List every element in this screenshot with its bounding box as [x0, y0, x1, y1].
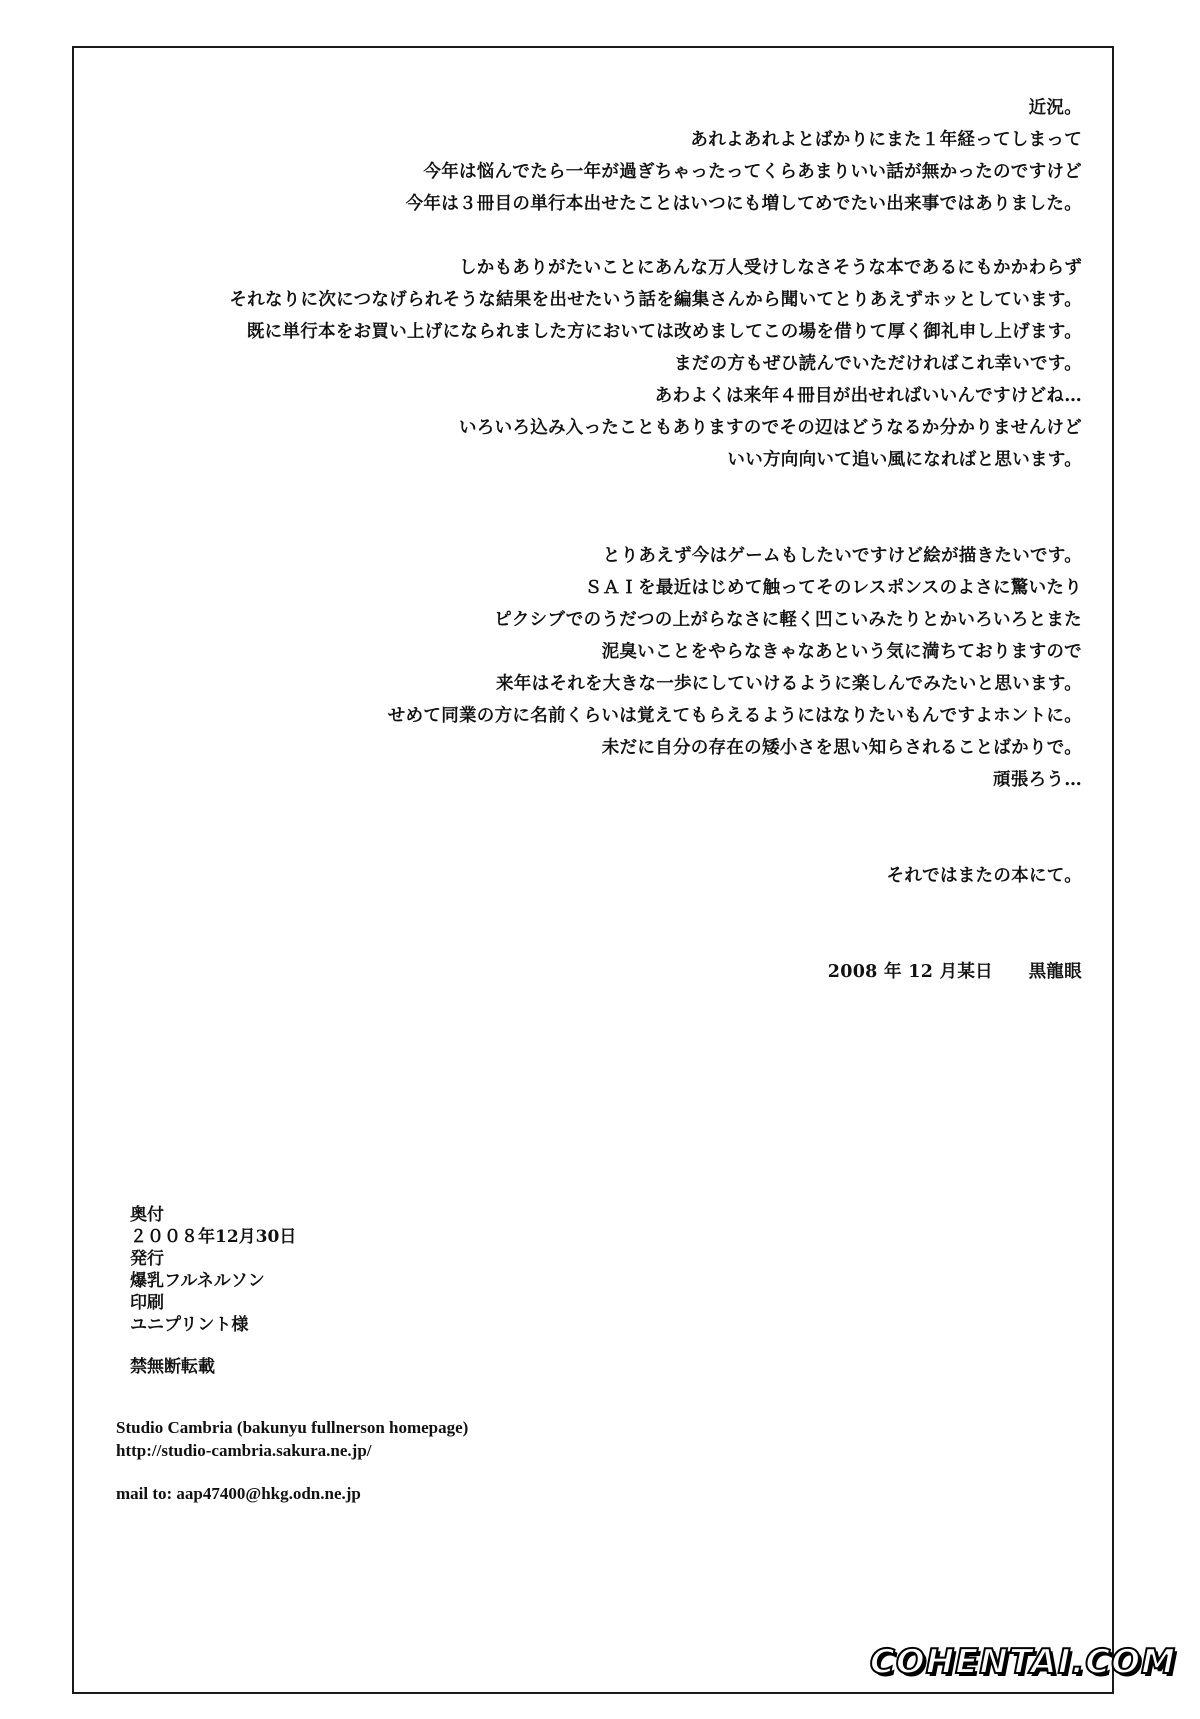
afterword-line: あわよくは来年４冊目が出せればいいんですけどね…	[654, 386, 1082, 406]
colophon-line: 発行	[130, 1249, 164, 1269]
afterword-closing: それではまたの本にて。	[886, 866, 1082, 886]
paragraph-gap	[182, 220, 1082, 252]
afterword-line: 泥臭いことをやらなきゃなあという気に満ちておりますので	[601, 642, 1082, 662]
afterword-line: 今年は３冊目の単行本出せたことはいつにも増してめでたい出来事ではありました。	[405, 194, 1082, 214]
afterword-line: いい方向向いて追い風になればと思います。	[727, 450, 1082, 470]
afterword-line: 今年は悩んでたら一年が過ぎちゃったってくらあまりいい話が無かったのですけど	[423, 162, 1082, 182]
reprint-notice: 禁無断転載	[130, 1357, 215, 1377]
colophon-line: 爆乳フルネルソン	[130, 1271, 265, 1291]
colophon-line: 印刷	[130, 1293, 164, 1313]
afterword-text	[182, 92, 1082, 988]
site-url: http://studio-cambria.sakura.ne.jp/	[116, 1441, 372, 1460]
mail-address: mail to: aap47400@hkg.odn.ne.jp	[116, 1484, 361, 1503]
afterword-line: それなりに次につなげられそうな結果を出せたいう話を編集さんから聞いてとりあえずホッとしています。	[229, 290, 1082, 310]
afterword-line: 既に単行本をお買い上げになられました方においては改めましてこの場を借りて厚く御礼申し上げます。	[246, 322, 1082, 342]
afterword-line: 頑張ろう…	[993, 770, 1082, 790]
afterword-line: しかもありがたいことにあんな万人受けしなさそうな本であるにもかかわらず	[459, 258, 1082, 278]
paragraph-gap	[182, 892, 1082, 956]
afterword-heading: 近況。	[1028, 98, 1082, 118]
paragraph-gap	[182, 796, 1082, 860]
afterword-line: 来年はそれを大きな一歩にしていけるように楽しんでみたいと思います。	[496, 674, 1082, 694]
watermark-logo: COHENTAI.COM	[869, 1642, 1176, 1682]
afterword-line: まだの方もぜひ読んでいただければこれ幸いです。	[674, 354, 1082, 374]
colophon-line: ユニプリント様	[130, 1315, 249, 1335]
afterword-line: ピクシブでのうだつの上がらなさに軽く凹こいみたりとかいろいろとまた	[494, 610, 1082, 630]
afterword-line: あれよあれよとばかりにまた１年経ってしまって	[690, 130, 1082, 150]
paragraph-gap	[182, 476, 1082, 540]
colophon-block	[130, 1204, 296, 1378]
afterword-line: せめて同業の方に名前くらいは覚えてもらえるようにはなりたいもんですよホントに。	[387, 706, 1082, 726]
contact-block	[116, 1416, 468, 1505]
afterword-signature: 2008 年 12 月某日 黒龍眼	[827, 962, 1082, 982]
afterword-line: とりあえず今はゲームもしたいですけど絵が描きたいです。	[602, 546, 1082, 566]
site-name: Studio Cambria (bakunyu fullnerson homepage)	[116, 1418, 469, 1437]
colophon-line: 奥付	[130, 1205, 164, 1225]
afterword-line: 未だに自分の存在の矮小さを思い知らされることばかりで。	[601, 738, 1082, 758]
colophon-line: ２００８年12月30日	[130, 1227, 297, 1247]
afterword-line: いろいろ込み入ったこともありますのでその辺はどうなるか分かりませんけど	[459, 418, 1082, 438]
afterword-line: ＳＡＩを最近はじめて触ってそのレスポンスのよさに驚いたり	[584, 578, 1082, 598]
